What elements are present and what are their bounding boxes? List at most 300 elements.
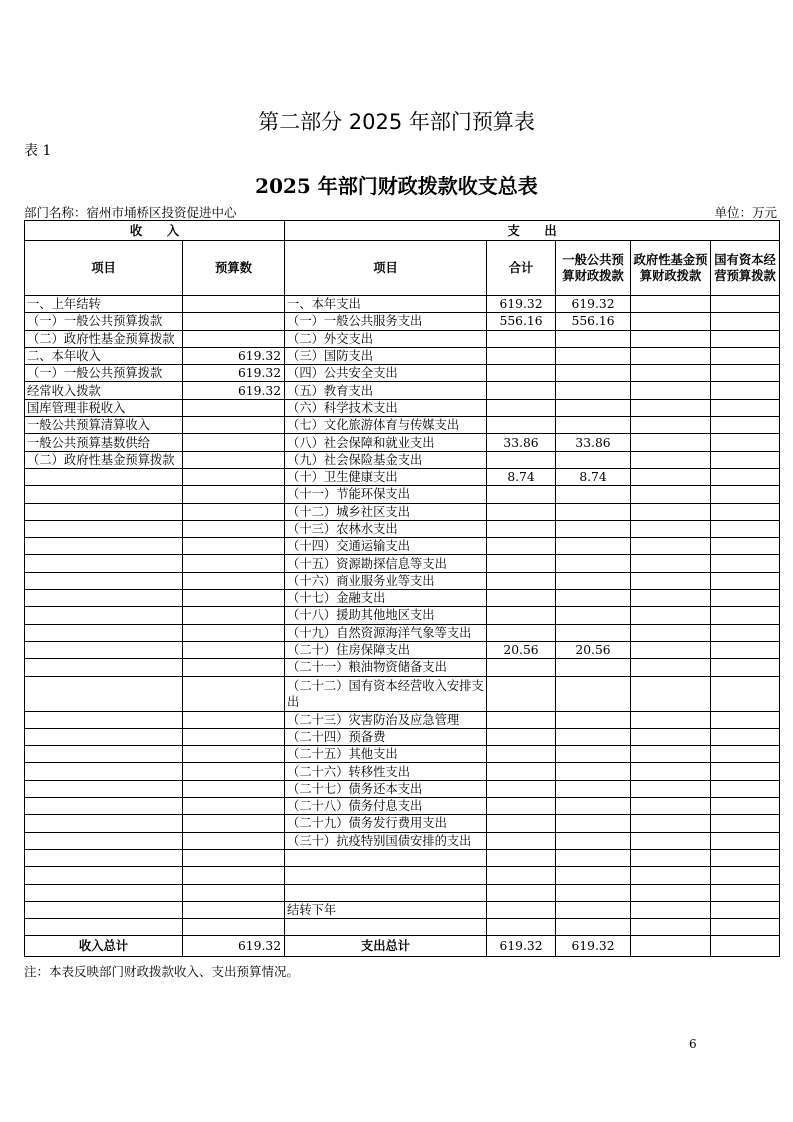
fund-budget-value [631,451,711,468]
income-value [183,676,285,711]
fund-budget-value [631,486,711,503]
income-item [25,798,183,815]
expense-total [487,399,556,416]
state-capital-value [711,624,780,641]
expense-item: （四）公共安全支出 [285,365,487,382]
col-expense-total: 合计 [487,241,556,296]
expense-total [487,798,556,815]
table-row [25,746,780,763]
fund-total-value [631,936,711,957]
general-budget-value [556,815,631,832]
expense-total [487,832,556,849]
state-capital-value [711,676,780,711]
income-value [183,728,285,745]
expense-item: （十五）资源勘探信息等支出 [285,555,487,572]
state-capital-value [711,313,780,330]
income-item [25,538,183,555]
general-budget-value [556,901,631,918]
general-budget-value: 556.16 [556,313,631,330]
expense-item: （二十八）债务付息支出 [285,798,487,815]
table-row [25,330,780,347]
expense-total [487,780,556,797]
income-item [25,832,183,849]
income-value [183,434,285,451]
expense-total [487,365,556,382]
general-budget-value [556,451,631,468]
expense-section-header: 支 出 [285,221,780,241]
expense-total [487,451,556,468]
general-budget-value [556,365,631,382]
expense-item: （十七）金融支出 [285,590,487,607]
income-value [183,468,285,485]
expense-item: （十二）城乡社区支出 [285,503,487,520]
table-row [25,590,780,607]
fund-budget-value [631,728,711,745]
state-capital-value [711,434,780,451]
page-number: 6 [689,1037,697,1051]
income-value [183,555,285,572]
fund-budget-value [631,538,711,555]
page-title: 第二部分 2025 年部门预算表 [258,110,535,134]
income-item [25,815,183,832]
income-value [183,296,285,313]
expense-item: （二十二）国有资本经营收入安排支出 [285,676,487,711]
general-total-value: 619.32 [556,936,631,957]
expense-item: （一）一般公共服务支出 [285,313,487,330]
general-budget-value [556,763,631,780]
expense-total [487,538,556,555]
income-item [25,659,183,676]
income-item [25,676,183,711]
expense-total [487,919,556,936]
income-value [183,711,285,728]
expense-total [487,728,556,745]
state-capital-value [711,711,780,728]
expense-total-value: 619.32 [487,936,556,957]
general-budget-value [556,399,631,416]
state-capital-value [711,468,780,485]
expense-item: （十一）节能环保支出 [285,486,487,503]
fund-budget-value [631,313,711,330]
state-capital-value [711,399,780,416]
income-value [183,330,285,347]
col-state-capital: 国有资本经营预算拨款 [711,241,780,296]
income-value [183,538,285,555]
state-capital-value [711,832,780,849]
expense-total [487,867,556,884]
state-capital-value [711,365,780,382]
general-budget-value [556,832,631,849]
income-value [183,572,285,589]
table-title: 2025 年部门财政拨款收支总表 [255,174,538,198]
table-row [25,711,780,728]
expense-total [487,572,556,589]
income-item [25,572,183,589]
table-row [25,815,780,832]
income-value [183,607,285,624]
income-total-value: 619.32 [183,936,285,957]
expense-total [487,347,556,364]
income-item: 国库管理非税收入 [25,399,183,416]
general-budget-value [556,746,631,763]
expense-item: （八）社会保障和就业支出 [285,434,487,451]
expense-item: （二十一）粮油物资储备支出 [285,659,487,676]
general-budget-value [556,728,631,745]
income-item [25,607,183,624]
state-capital-value [711,330,780,347]
expense-total [487,382,556,399]
expense-item: （二十七）债务还本支出 [285,780,487,797]
general-budget-value [556,417,631,434]
unit-label: 单位：万元 [714,205,777,220]
state-capital-value [711,798,780,815]
general-budget-value [556,798,631,815]
fund-budget-value [631,590,711,607]
expense-item: （五）教育支出 [285,382,487,399]
state-capital-value [711,590,780,607]
income-value [183,417,285,434]
expense-item [285,884,487,901]
income-value [183,832,285,849]
income-item [25,901,183,918]
state-capital-value [711,538,780,555]
general-budget-value [556,884,631,901]
expense-item [285,919,487,936]
fund-budget-value [631,624,711,641]
income-item [25,780,183,797]
table-row [25,607,780,624]
income-value: 619.32 [183,382,285,399]
general-budget-value [556,919,631,936]
general-budget-value [556,711,631,728]
expense-item: （二十）住房保障支出 [285,641,487,658]
budget-table [24,220,780,957]
income-item: 二、本年收入 [25,347,183,364]
state-capital-value [711,486,780,503]
table-row [25,798,780,815]
state-capital-value [711,867,780,884]
income-value: 619.32 [183,365,285,382]
income-value: 619.32 [183,347,285,364]
col-fund-budget: 政府性基金预算财政拨款 [631,241,711,296]
income-item [25,763,183,780]
expense-item: （十八）援助其他地区支出 [285,607,487,624]
expense-item: （二）外交支出 [285,330,487,347]
table-row [25,434,780,451]
income-item: 经常收入拨款 [25,382,183,399]
expense-item [285,849,487,866]
expense-total-label: 支出总计 [285,936,487,957]
fund-budget-value [631,572,711,589]
expense-total [487,901,556,918]
expense-total [487,849,556,866]
table-row [25,780,780,797]
table-row [25,901,780,918]
expense-item: （二十九）债务发行费用支出 [285,815,487,832]
expense-total [487,590,556,607]
fund-budget-value [631,849,711,866]
table-row [25,486,780,503]
table-row [25,503,780,520]
expense-item: （二十五）其他支出 [285,746,487,763]
income-item [25,520,183,537]
fund-budget-value [631,884,711,901]
department-name: 部门名称：宿州市埇桥区投资促进中心 [24,205,237,220]
state-capital-value [711,347,780,364]
expense-total [487,486,556,503]
income-value [183,763,285,780]
table-row [25,555,780,572]
fund-budget-value [631,676,711,711]
header-row-sections [25,221,780,241]
table-row [25,365,780,382]
state-capital-value [711,746,780,763]
income-value [183,849,285,866]
state-capital-value [711,607,780,624]
state-capital-value [711,451,780,468]
general-budget-value [556,590,631,607]
income-item [25,641,183,658]
expense-item: （三十）抗疫特别国债安排的支出 [285,832,487,849]
expense-item: （九）社会保险基金支出 [285,451,487,468]
income-item [25,468,183,485]
expense-total [487,815,556,832]
state-capital-value [711,520,780,537]
income-item [25,919,183,936]
fund-budget-value [631,815,711,832]
table-row [25,849,780,866]
income-value [183,313,285,330]
income-item [25,849,183,866]
table-row [25,728,780,745]
fund-budget-value [631,330,711,347]
fund-budget-value [631,867,711,884]
totals-row [25,936,780,957]
header-row-columns [25,241,780,296]
fund-budget-value [631,382,711,399]
table-row [25,538,780,555]
expense-total: 619.32 [487,296,556,313]
income-item [25,503,183,520]
income-value [183,520,285,537]
income-value [183,451,285,468]
table-row [25,624,780,641]
table-row [25,468,780,485]
state-capital-value [711,884,780,901]
income-item [25,746,183,763]
income-item: （二）政府性基金预算拨款 [25,451,183,468]
income-item [25,486,183,503]
table-row [25,884,780,901]
table-row [25,659,780,676]
expense-total: 20.56 [487,641,556,658]
general-budget-value: 20.56 [556,641,631,658]
general-budget-value: 8.74 [556,468,631,485]
general-budget-value [556,555,631,572]
expense-total [487,676,556,711]
table-row [25,382,780,399]
income-item: 一般公共预算清算收入 [25,417,183,434]
state-capital-value [711,763,780,780]
table-number: 表 1 [24,143,52,159]
general-budget-value [556,624,631,641]
col-expense-item: 项目 [285,241,487,296]
expense-total [487,607,556,624]
general-budget-value [556,607,631,624]
table-row [25,313,780,330]
state-capital-value [711,555,780,572]
income-total-label: 收入总计 [25,936,183,957]
income-value [183,780,285,797]
expense-item: （二十四）预备费 [285,728,487,745]
expense-total [487,659,556,676]
income-value [183,746,285,763]
table-row [25,641,780,658]
fund-budget-value [631,641,711,658]
expense-total [487,884,556,901]
col-general-budget: 一般公共预算财政拨款 [556,241,631,296]
income-value [183,641,285,658]
table-row [25,832,780,849]
table-row [25,347,780,364]
table-note: 注：本表反映部门财政拨款收入、支出预算情况。 [24,964,300,979]
expense-item: （十四）交通运输支出 [285,538,487,555]
fund-budget-value [631,296,711,313]
income-item [25,884,183,901]
state-capital-value [711,919,780,936]
income-item: 一、上年结转 [25,296,183,313]
expense-total [487,624,556,641]
income-item [25,555,183,572]
expense-item: 结转下年 [285,901,487,918]
income-item: （二）政府性基金预算拨款 [25,330,183,347]
general-budget-value [556,330,631,347]
income-value [183,815,285,832]
income-section-header: 收 入 [25,221,285,241]
fund-budget-value [631,417,711,434]
expense-item: （十六）商业服务业等支出 [285,572,487,589]
expense-total [487,746,556,763]
income-value [183,867,285,884]
fund-budget-value [631,520,711,537]
general-budget-value [556,849,631,866]
table-row [25,417,780,434]
expense-total [487,503,556,520]
expense-item: （十九）自然资源海洋气象等支出 [285,624,487,641]
fund-budget-value [631,399,711,416]
income-item [25,867,183,884]
income-item [25,728,183,745]
col-income-item: 项目 [25,241,183,296]
income-item [25,624,183,641]
expense-item: （十三）农林水支出 [285,520,487,537]
expense-item [285,867,487,884]
col-income-budget: 预算数 [183,241,285,296]
general-budget-value [556,486,631,503]
fund-budget-value [631,468,711,485]
expense-total: 556.16 [487,313,556,330]
state-capital-value [711,728,780,745]
income-value [183,590,285,607]
expense-item: （二十六）转移性支出 [285,763,487,780]
fund-budget-value [631,798,711,815]
state-capital-value [711,503,780,520]
expense-total [487,711,556,728]
general-budget-value [556,503,631,520]
income-value [183,486,285,503]
fund-budget-value [631,711,711,728]
state-capital-value [711,780,780,797]
table-row [25,451,780,468]
fund-budget-value [631,555,711,572]
expense-total [487,330,556,347]
income-item: 一般公共预算基数供给 [25,434,183,451]
expense-item: （十）卫生健康支出 [285,468,487,485]
fund-budget-value [631,919,711,936]
general-budget-value [556,538,631,555]
expense-item: （二十三）灾害防治及应急管理 [285,711,487,728]
state-capital-value [711,417,780,434]
expense-total: 33.86 [487,434,556,451]
fund-budget-value [631,347,711,364]
fund-budget-value [631,832,711,849]
fund-budget-value [631,503,711,520]
income-value [183,503,285,520]
fund-budget-value [631,434,711,451]
expense-item: （七）文化旅游体育与传媒支出 [285,417,487,434]
state-capital-value [711,901,780,918]
state-capital-value [711,382,780,399]
expense-total [487,520,556,537]
income-value [183,659,285,676]
fund-budget-value [631,659,711,676]
table-row [25,399,780,416]
state-total-value [711,936,780,957]
state-capital-value [711,296,780,313]
income-item [25,711,183,728]
fund-budget-value [631,780,711,797]
general-budget-value [556,382,631,399]
table-row [25,676,780,711]
general-budget-value: 33.86 [556,434,631,451]
income-value [183,399,285,416]
general-budget-value [556,867,631,884]
state-capital-value [711,572,780,589]
state-capital-value [711,815,780,832]
state-capital-value [711,659,780,676]
income-value [183,624,285,641]
table-row [25,763,780,780]
income-value [183,919,285,936]
income-value [183,798,285,815]
fund-budget-value [631,763,711,780]
state-capital-value [711,849,780,866]
table-row [25,520,780,537]
general-budget-value [556,347,631,364]
table-row [25,296,780,313]
general-budget-value [556,572,631,589]
table-row [25,919,780,936]
income-item: （一）一般公共预算拨款 [25,313,183,330]
expense-total [487,417,556,434]
table-row [25,867,780,884]
expense-total: 8.74 [487,468,556,485]
fund-budget-value [631,365,711,382]
general-budget-value [556,780,631,797]
fund-budget-value [631,746,711,763]
general-budget-value [556,676,631,711]
expense-item: （三）国防支出 [285,347,487,364]
